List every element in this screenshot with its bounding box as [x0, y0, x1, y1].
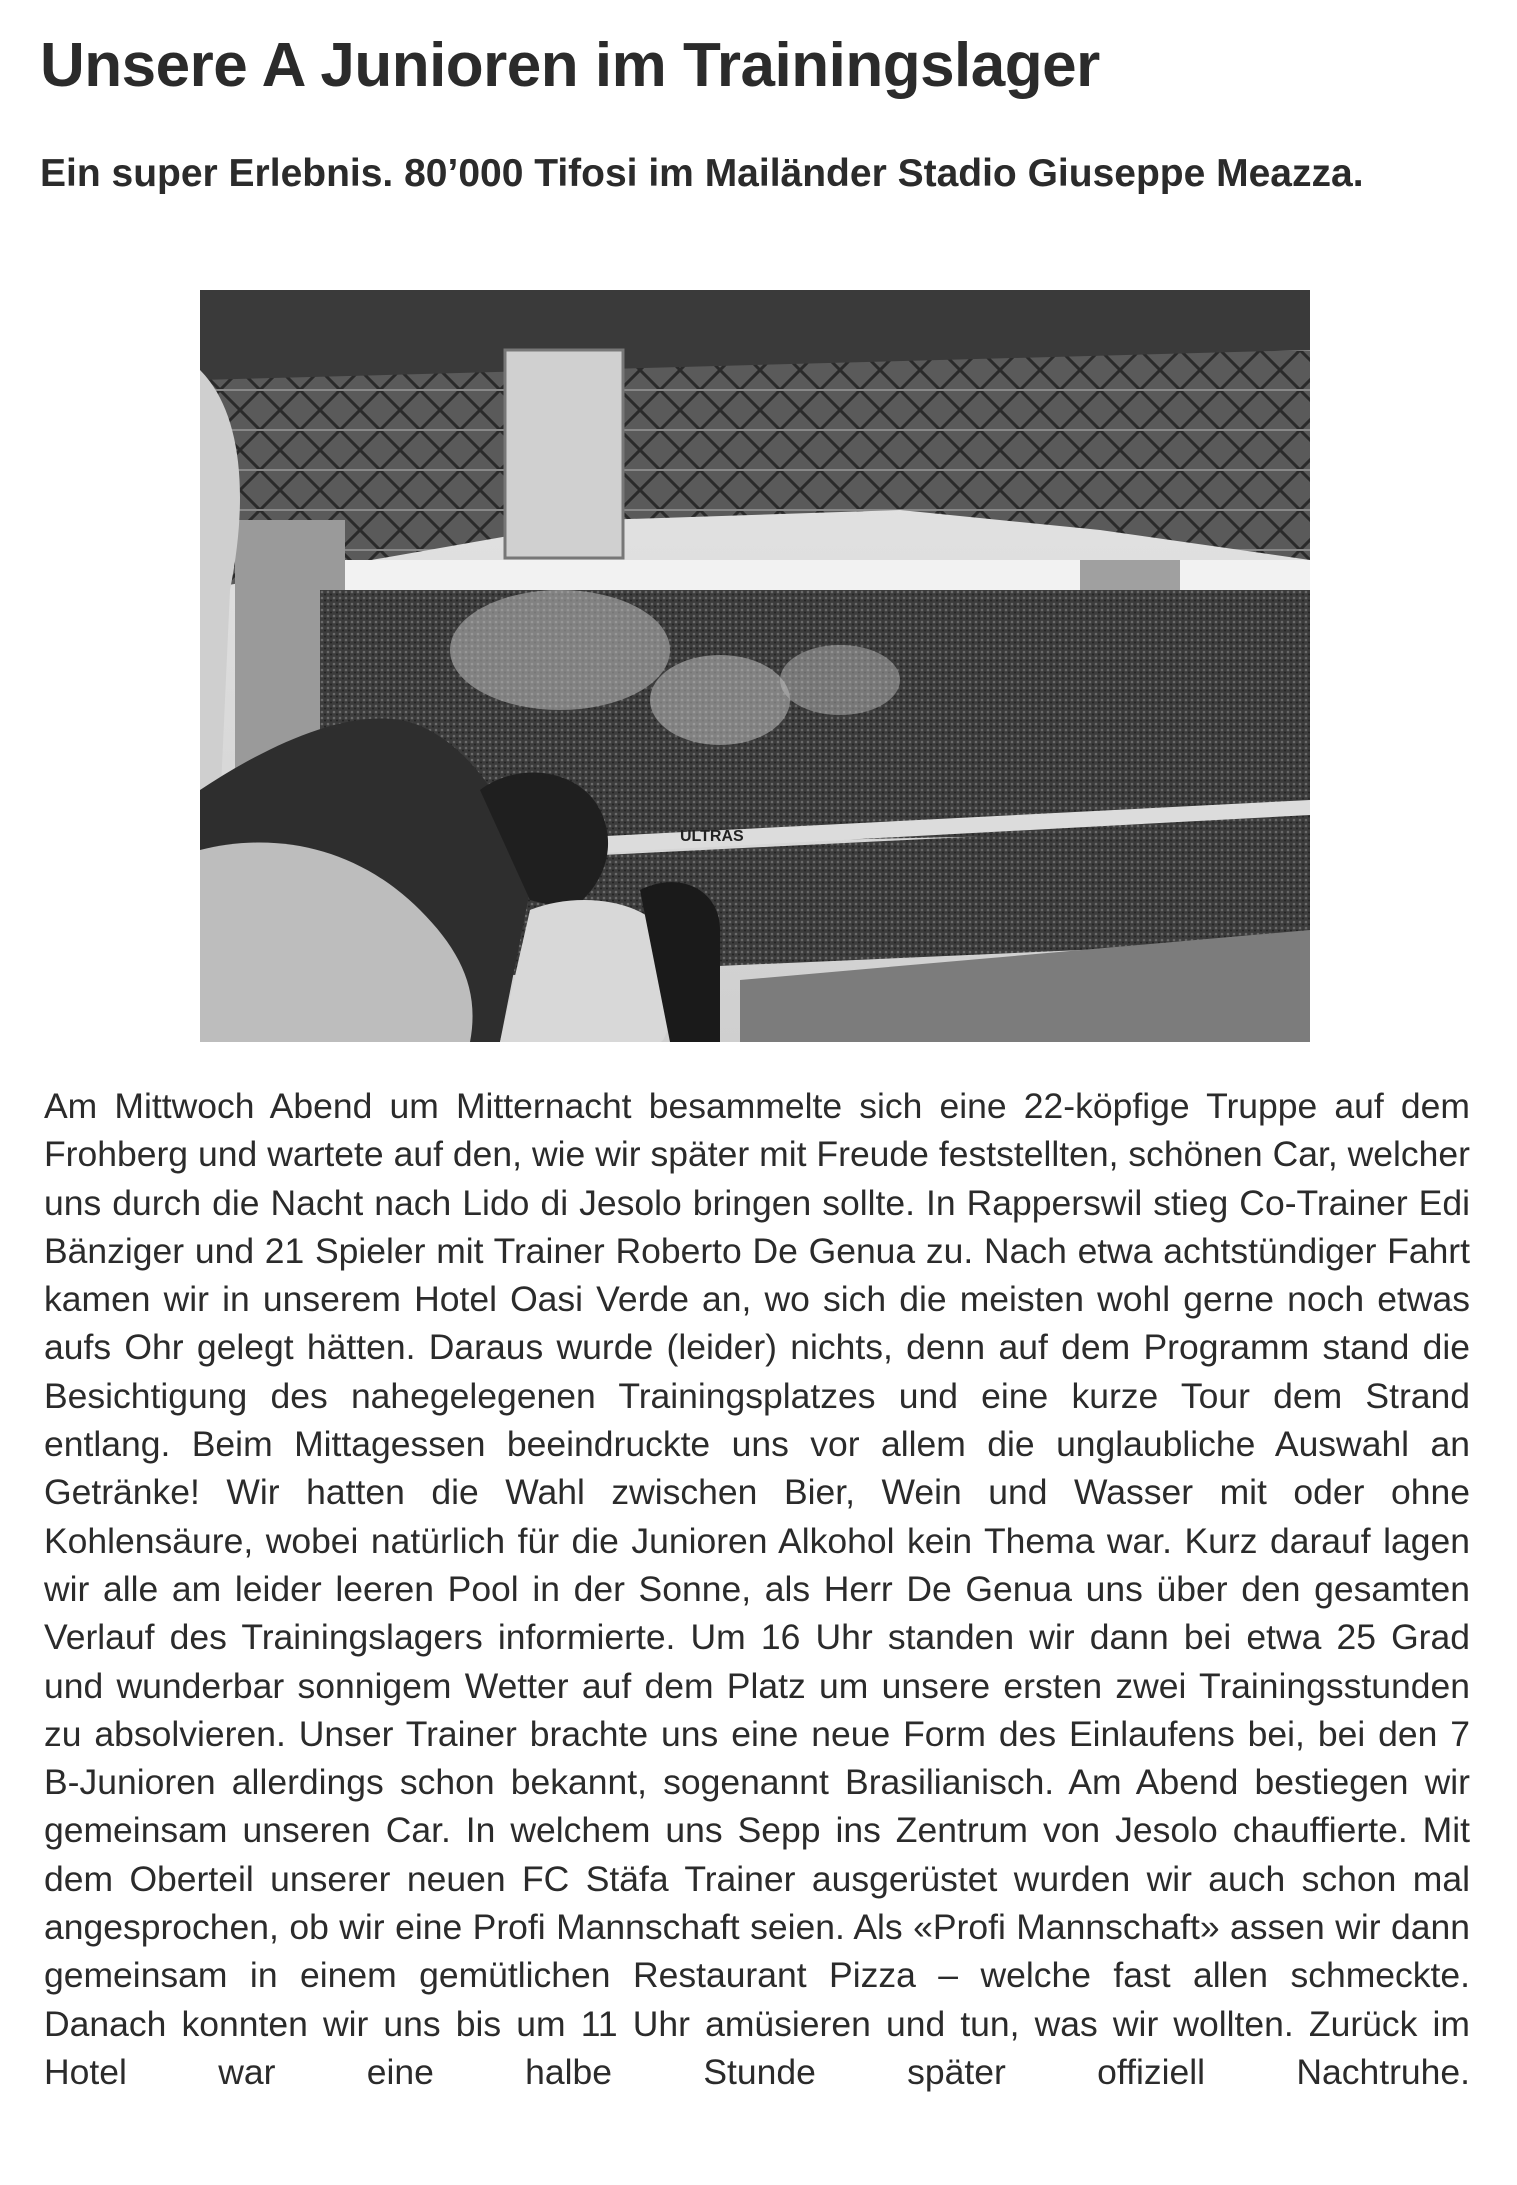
article-body: Am Mittwoch Abend um Mitternacht besammelte sich eine 22-köpfige Truppe auf dem Frohberg und wartete auf den, wie wir später mit Freude feststellten, schönen Car, welcher uns durch die Nacht nach Lido di Jesolo bringen sollte. In Rapperswil stieg Co-Trainer Edi Bänziger und 21 Spieler mit Trainer Roberto De Genua zu. Nach etwa achtstündiger Fahrt kamen wir in unserem Hotel Oasi Verde an, wo sich die meisten wohl gerne noch etwas aufs Ohr gelegt hätten. Daraus wurde (leider) nichts, denn auf dem Programm stand die Besichtigung des nahegelegenen Trainingsplatzes und eine kurze Tour dem Strand entlang. Beim Mittagessen beeindruckte uns vor allem die unglaubliche Auswahl an Getränke! Wir hatten die Wahl zwischen Bier, Wein und Wasser mit oder ohne Kohlensäure, wobei natürlich für die Junioren Alkohol kein Thema war. Kurz darauf lagen wir alle am leider leeren Pool in der Sonne, als Herr De Genua uns über den gesamten Verlauf des Trainingslagers informierte. Um 16 Uhr standen wir dann bei etwa 25 Grad und wunderbar sonnigem Wetter auf dem Platz um unsere ersten zwei Trainingsstunden zu absolvieren. Unser Trainer brachte uns eine neue Form des Einlaufens bei, bei den 7 B-Junioren allerdings schon bekannt, sogenannt Brasilianisch. Am Abend bestiegen wir gemeinsam unseren Car. In welchem uns Sepp ins Zentrum von Jesolo chauffierte. Mit dem Oberteil unserer neuen FC Stäfa Trainer ausgerüstet wurden wir auch schon mal angesprochen, ob wir eine Profi Mannschaft seien. Als «Profi Mannschaft» assen wir dann gemeinsam in einem gemütlichen Restaurant Pizza – welche fast allen schmeckte. Danach konnten wir uns bis um 11 Uhr amüsieren und tun, was wir wollten. Zurück im Hotel war eine halbe Stunde später offiziell Nachtruhe. — [44, 1086, 1470, 2092]
stadium-photo — [200, 290, 1310, 1042]
stadium-banner-text: ULTRAS — [680, 828, 744, 845]
article-title: Unsere A Junioren im Trainingslager — [40, 31, 1100, 100]
article-subtitle: Ein super Erlebnis. 80’000 Tifosi im Mailänder Stadio Giuseppe Meazza. — [40, 152, 1364, 195]
